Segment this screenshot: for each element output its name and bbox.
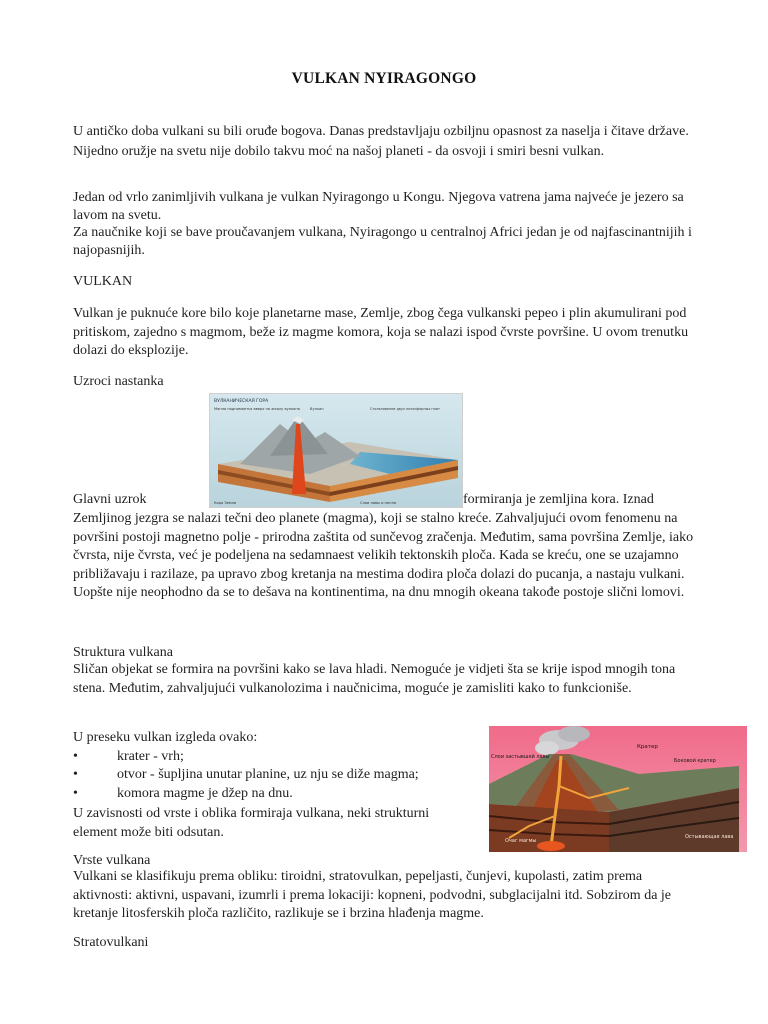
uzroci-paragraph (73, 510, 698, 603)
presek-list (73, 729, 483, 803)
intro-paragraph-2 (73, 189, 698, 259)
figure1-title: ВУЛКАНИЧЕСКАЯ ГОРА (214, 399, 269, 404)
zavisnost-paragraph (73, 805, 473, 842)
presek-intro: U preseku vulkan izgleda ovako: (73, 730, 258, 745)
list-item (73, 748, 483, 767)
figure2-label-bokovoi: Боковой кратер (674, 758, 716, 764)
heading-vrste: Vrste vulkana (73, 853, 151, 868)
vulkan-paragraph (73, 305, 698, 361)
struktura-text: Sličan objekat se formira na površini kako se lava hladi. Nemoguće je vidjeti šta se krije ispod mnogih tona stena. Međutim, zahvaljujući vulkanolozima i naučnicima, moguće je zamisliti kako to funkcioniše. (73, 662, 676, 696)
figure2-label-ostyv: Остывающая лава (685, 834, 734, 840)
uzroci-text: Zemljinog jezgra se nalazi tečni deo planete (magma), koji se stalno kreće. Zahvaljujući ovom fenomenu na površini postoji magnetno polje - prirodna zaštita od sunčevog zračenja. Međutim, sama površina Zemlje, iako čvrsta, nije čvrsta, već je podeljena na sedamnaest velikih tektonskih ploča. Kada se kreću, one se uzajamno približavaju i razilaze, pa upravo zbog kretanja na mestima dodira ploča dolazi do pucanja, a nastaju vulkani. Uopšte nije neophodno da se to dešava na kontinentima, na dnu mnogih okeana takođe postoje slični lomovi. (73, 511, 694, 600)
bullet-mark: • (73, 767, 78, 782)
figure1-label-left: Магма поднимается вверх по жерлу вулкана (214, 407, 300, 411)
heading-struktura: Struktura vulkana (73, 645, 173, 660)
intro-text-2b: Za naučnike koji se bave proučavanjem vulkana, Nyiragongo u centralnoj Africi jedan je od najfascinantnijih i najopasnijih. (73, 225, 692, 258)
vrste-text: Vulkani se klasifikuju prema obliku: tiroidni, stratovulkan, pepeljasti, čunjevi, kupolasti, zatim prema aktivnosti: aktivni, uspavani, izumrli i prema lokaciji: kopneni, podvodni, subglacijalni itd. Sobzirom da je kretanje litosferskih ploča različito, razlikuje se i brzina hlađenja magme. (73, 869, 672, 921)
intro-text-1: U antičko doba vulkani su bili oruđe bogova. Danas predstavljaju ozbiljnu opasnost za naselja i čitave države. Nijedno oružje na svetu nije dobilo takvu moć na našoj planeti - da osvoji i smiri besni vulkan. (73, 124, 689, 159)
heading-uzroci: Uzroci nastanka (73, 374, 164, 389)
vulkan-text: Vulkan je puknuće kore bilo koje planetarne mase, Zemlje, zbog čega vulkanski pepeo i plin akumulirani pod pritiskom, zajedno s magmom, beže iz magme komora, koja se nalazi ispod čvrste površine. U ovom trenutku dolazi do eksplozije. (73, 306, 689, 358)
bullet-text: komora magme je džep na dnu. (117, 785, 293, 801)
struktura-paragraph (73, 661, 698, 698)
uzroci-continuation-text: formiranja je zemljina kora. Iznad (463, 492, 654, 507)
heading-vulkan: VULKAN (73, 274, 133, 289)
volcano-cross-section-image (489, 726, 747, 852)
page-title: VULKAN NYIRAGONGO (291, 70, 477, 87)
bullet-text: krater - vrh; (117, 748, 184, 764)
heading-stratovulkani: Stratovulkani (73, 935, 149, 950)
list-item (73, 766, 483, 785)
figure2-label-ochag: Очаг магмы (505, 838, 537, 844)
figure2-label-sloi: Слои застывшей лавы (491, 754, 550, 760)
list-item (73, 785, 483, 804)
zavisnost-text: U zavisnosti od vrste i oblika formiraja vulkana, neki strukturni element može biti odsutan. (73, 806, 430, 840)
bullet-mark: • (73, 785, 78, 801)
figure1-label-bottom-left: Кора Земли (214, 501, 237, 505)
bullet-text: otvor - šupljina unutar planine, uz nju se diže magma; (117, 767, 419, 782)
figure1-label-right: Столкновение двух литосферных плит (370, 407, 440, 411)
figure1-label-bottom-mid: Слои лавы и пепла (360, 501, 396, 505)
figure2-label-krater: Кратер (637, 744, 658, 750)
vrste-paragraph (73, 868, 698, 924)
glavni-uzrok-text: Glavni uzrok (73, 492, 147, 507)
intro-paragraph-1 (73, 122, 695, 162)
bullet-mark: • (73, 748, 78, 764)
volcano-block-diagram-image (209, 393, 463, 508)
figure1-label-mid: Вулкан (310, 407, 324, 411)
intro-text-2a: Jedan od vrlo zanimljivih vulkana je vulkan Nyiragongo u Kongu. Njegova vatrena jama najveće je jezero sa lavom na svetu. (73, 190, 684, 223)
